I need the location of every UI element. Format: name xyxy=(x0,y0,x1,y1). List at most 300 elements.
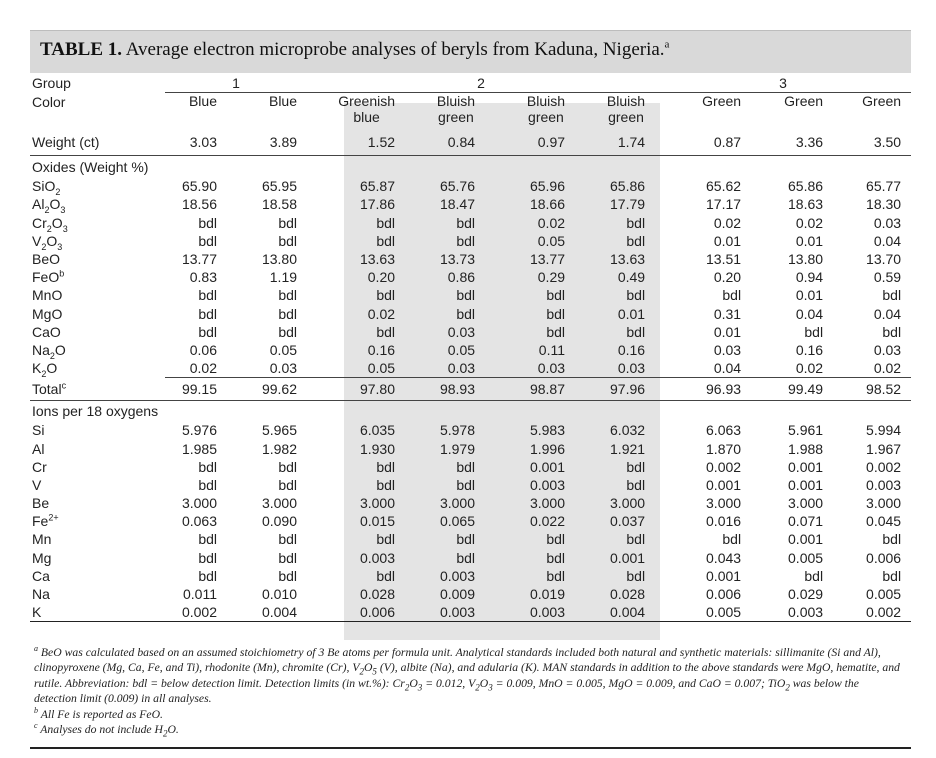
oxide-base: Al xyxy=(32,196,45,213)
oxide-base: MnO xyxy=(32,287,63,304)
color-cell xyxy=(655,93,751,130)
group-label: Group xyxy=(32,75,71,92)
footnote-c-text-2: O. xyxy=(167,723,179,737)
ion-value: 3.000 xyxy=(866,495,902,512)
ion-value: 0.001 xyxy=(788,476,824,493)
total-footnote-mark: c xyxy=(61,380,67,391)
ion-row xyxy=(30,512,911,530)
ion-label xyxy=(30,567,165,585)
total-number: 99.15 xyxy=(181,381,217,398)
ion-value: bdl xyxy=(376,531,396,548)
color-line-1: Blue xyxy=(188,93,217,110)
ion-value: 6.035 xyxy=(359,422,396,439)
ion-row xyxy=(30,458,911,476)
oxide-row xyxy=(30,268,911,286)
oxide-base: V xyxy=(32,232,42,249)
color-line-2: green xyxy=(608,109,644,126)
total-number: 99.62 xyxy=(261,381,298,398)
oxide-value: bdl xyxy=(546,305,566,322)
ion-value: 5.983 xyxy=(529,422,566,439)
oxide-value: 0.04 xyxy=(795,305,824,322)
oxide-value: 0.06 xyxy=(189,341,217,358)
ion-value: 0.003 xyxy=(485,603,575,622)
ion-label xyxy=(30,494,165,512)
ion-value: 0.004 xyxy=(227,603,307,622)
ion-base: Be xyxy=(32,495,50,512)
oxide-sub: 2 xyxy=(44,205,50,216)
total-value xyxy=(575,378,655,401)
weight-cell: 1.74 xyxy=(617,134,646,151)
weight-cell: 3.03 xyxy=(189,134,217,151)
oxide-value: 17.79 xyxy=(610,196,646,213)
total-label xyxy=(30,378,165,401)
oxide-value: 0.04 xyxy=(713,360,742,377)
table-title-bar xyxy=(30,30,911,73)
ion-value: bdl xyxy=(456,531,476,548)
ion-value: bdl xyxy=(882,531,902,548)
ion-row xyxy=(30,530,911,548)
ion-value: bdl xyxy=(376,476,396,493)
oxide-label xyxy=(30,359,165,378)
oxide-value: 0.03 xyxy=(537,360,566,377)
ion-label xyxy=(30,458,165,476)
color-cell xyxy=(165,93,227,130)
group-1: 1 xyxy=(232,75,240,92)
oxide-label xyxy=(30,286,165,304)
weight-cell: 3.36 xyxy=(795,134,824,151)
color-line-1: Greenish xyxy=(338,93,396,110)
color-line-2: green xyxy=(528,109,564,126)
color-label: Color xyxy=(32,93,66,110)
oxide-label xyxy=(30,214,165,232)
oxide-base: MgO xyxy=(32,305,63,322)
oxide-value: 0.01 xyxy=(713,232,742,249)
ion-value: bdl xyxy=(278,531,298,548)
ion-base: Fe xyxy=(32,513,49,530)
ion-value: 0.001 xyxy=(610,549,646,566)
table-title xyxy=(40,39,669,61)
ion-value: bdl xyxy=(376,567,396,584)
ion-value: 0.016 xyxy=(706,513,742,530)
oxide-value: 0.03 xyxy=(873,214,902,231)
ion-base: Mg xyxy=(32,549,52,566)
total-number: 96.93 xyxy=(706,381,742,398)
oxide-value: 0.03 xyxy=(873,341,902,358)
ion-value: bdl xyxy=(882,567,902,584)
ion-value: bdl xyxy=(626,531,646,548)
oxide-value: bdl xyxy=(198,287,217,304)
ion-value: 3.000 xyxy=(706,495,742,512)
ion-value: 0.001 xyxy=(788,458,824,475)
oxide-value: bdl xyxy=(456,287,476,304)
oxide-value: 18.30 xyxy=(866,196,902,213)
color-cell xyxy=(751,93,833,130)
footnote-b-text: All Fe is reported as FeO. xyxy=(38,707,163,721)
ion-value: 0.015 xyxy=(359,513,396,530)
ion-value: 3.000 xyxy=(788,495,824,512)
footnote-a-text-3: (V), albite (Na), and adularia (K). MAN standards in addition to the above standards were MgO, hematite, and rutile. Abbreviation: bdl = below detection limit. Detection limits (in wt.%): Cr xyxy=(34,661,900,690)
footnote-a-text-6: O xyxy=(479,676,489,690)
ion-value: bdl xyxy=(278,476,298,493)
color-line-1: Green xyxy=(702,93,742,110)
oxide-value: 0.16 xyxy=(795,341,824,358)
total-value xyxy=(655,378,751,401)
oxide-value: 0.31 xyxy=(713,305,742,322)
oxide-value: 65.95 xyxy=(261,178,298,195)
oxide-value: 65.87 xyxy=(359,178,396,195)
total-value xyxy=(405,378,485,401)
oxide-value: bdl xyxy=(198,305,217,322)
ion-value: 0.003 xyxy=(529,476,566,493)
oxide-value: 0.02 xyxy=(795,214,824,231)
oxide-value: bdl xyxy=(626,287,646,304)
ion-value: bdl xyxy=(626,567,646,584)
ion-value: 0.065 xyxy=(439,513,476,530)
oxide-rest: O xyxy=(54,341,66,358)
ion-value: bdl xyxy=(198,549,217,566)
weight-cell: 3.50 xyxy=(873,134,902,151)
color-line-1: Green xyxy=(784,93,824,110)
ion-value: bdl xyxy=(546,531,566,548)
ion-label xyxy=(30,585,165,603)
ion-value: bdl xyxy=(198,567,217,584)
oxide-label xyxy=(30,268,165,286)
oxide-value: 0.05 xyxy=(367,360,396,377)
ion-base: Al xyxy=(32,440,45,457)
ion-row xyxy=(30,421,911,439)
oxide-value: 18.56 xyxy=(181,196,217,213)
oxide-value: bdl xyxy=(882,287,902,304)
oxide-value: bdl xyxy=(198,232,217,249)
oxide-value: 13.77 xyxy=(529,251,566,268)
ion-value: 0.003 xyxy=(751,603,833,622)
ion-charge: 2+ xyxy=(48,512,59,523)
oxide-value: 13.63 xyxy=(359,251,396,268)
oxide-row xyxy=(30,195,911,213)
oxide-value: bdl xyxy=(278,323,298,340)
oxide-value: bdl xyxy=(376,287,396,304)
ion-value: 5.978 xyxy=(439,422,476,439)
table-label: TABLE 1. xyxy=(40,39,123,60)
ion-value: 5.965 xyxy=(261,422,298,439)
oxide-value: 0.02 xyxy=(795,360,824,377)
ion-value: 0.001 xyxy=(706,476,742,493)
oxide-value: 65.77 xyxy=(866,178,902,195)
oxide-value: 0.02 xyxy=(873,360,902,377)
oxide-sub: 2 xyxy=(55,187,61,198)
oxide-value: 0.11 xyxy=(538,341,566,358)
oxide-value: 13.73 xyxy=(439,251,476,268)
ion-value: 0.003 xyxy=(439,567,476,584)
bottom-rule xyxy=(30,747,911,749)
ion-row xyxy=(30,476,911,494)
ion-row xyxy=(30,494,911,512)
ion-value: 0.022 xyxy=(529,513,566,530)
ion-value: 1.982 xyxy=(261,440,298,457)
oxide-row xyxy=(30,305,911,323)
oxide-value: 18.66 xyxy=(529,196,566,213)
footnote-b xyxy=(34,707,904,722)
oxide-value: bdl xyxy=(278,305,298,322)
ion-value: 1.985 xyxy=(181,440,217,457)
ion-value: bdl xyxy=(722,531,742,548)
ion-base: Mn xyxy=(32,531,52,548)
color-line-1: Green xyxy=(862,93,902,110)
footnote-a-text-2: O xyxy=(363,661,373,675)
ion-value: 0.019 xyxy=(529,586,566,603)
ion-base: Cr xyxy=(32,458,47,475)
footnote-c-text-1: Analyses do not include H xyxy=(37,723,163,737)
oxide-row xyxy=(30,250,911,268)
oxide-value: 0.94 xyxy=(795,269,824,286)
ion-value: 1.996 xyxy=(529,440,566,457)
ion-row xyxy=(30,549,911,567)
footnote-a-text-1: BeO was calculated based on an assumed stoichiometry of 3 Be atoms per formula unit. Analytical standards included both natural and synthetic materials: sillimanite (Si and Al), clinopyroxene (Mg, Ca, Fe, and Ti), rhodonite (Mn), chromite (Cr), V xyxy=(34,646,881,675)
footnote-c-mark: c xyxy=(34,721,38,731)
ion-label xyxy=(30,549,165,567)
ion-value: 0.006 xyxy=(866,549,902,566)
ion-base: K xyxy=(32,604,42,621)
oxide-value: 1.19 xyxy=(269,269,298,286)
oxide-value: bdl xyxy=(278,232,298,249)
ion-value: bdl xyxy=(456,476,476,493)
oxide-value: 0.03 xyxy=(617,360,646,377)
color-line-1: Blue xyxy=(268,93,298,110)
color-cell xyxy=(227,93,307,130)
oxide-value: 0.03 xyxy=(713,341,742,358)
total-text: Total xyxy=(32,381,62,397)
oxide-value: 0.16 xyxy=(617,341,646,358)
total-value xyxy=(165,378,227,401)
weight-cell: 0.84 xyxy=(447,134,476,151)
footnote-a-text-4: O xyxy=(409,676,418,690)
color-cell xyxy=(575,93,655,130)
ion-base: Ca xyxy=(32,567,50,584)
ion-value: 0.006 xyxy=(307,603,405,622)
ion-label xyxy=(30,530,165,548)
ion-value: bdl xyxy=(804,567,824,584)
ion-row xyxy=(30,567,911,585)
oxide-label xyxy=(30,323,165,341)
total-number: 98.52 xyxy=(866,381,902,398)
weight-cell: 0.97 xyxy=(537,134,566,151)
oxide-label xyxy=(30,250,165,268)
ion-value: bdl xyxy=(278,567,298,584)
footnote-a-text-5: = 0.012, V xyxy=(422,676,476,690)
ion-value: 3.000 xyxy=(439,495,476,512)
ion-value: bdl xyxy=(546,549,566,566)
group-3: 3 xyxy=(779,75,787,92)
oxide-value: 0.05 xyxy=(269,341,298,358)
ion-value: 5.976 xyxy=(181,422,217,439)
total-number: 98.87 xyxy=(529,381,566,398)
ion-value: bdl xyxy=(278,549,298,566)
ion-value: 1.930 xyxy=(359,440,396,457)
total-row xyxy=(30,378,911,401)
oxide-value: 17.86 xyxy=(359,196,396,213)
oxide-base: FeO xyxy=(32,269,60,286)
ion-value: 0.001 xyxy=(706,567,742,584)
ion-value: 1.979 xyxy=(439,440,476,457)
oxide-value: 0.49 xyxy=(617,269,646,286)
ion-value: 0.005 xyxy=(866,586,902,603)
oxide-value: 13.63 xyxy=(610,251,646,268)
oxide-value: bdl xyxy=(626,232,646,249)
oxide-value: 0.02 xyxy=(537,214,566,231)
data-table xyxy=(30,74,911,622)
oxide-rest: O xyxy=(46,360,58,377)
oxide-value: 13.70 xyxy=(866,251,902,268)
ion-value: 0.002 xyxy=(706,458,742,475)
oxides-heading-row xyxy=(30,156,911,178)
footnote-a-text-8: was below the detection limit (0.009) in all analyses. xyxy=(34,676,859,706)
oxide-value: 0.03 xyxy=(447,323,476,340)
color-line-1: Bluish xyxy=(526,93,566,110)
oxide-base: SiO xyxy=(32,178,56,195)
title-footnote-mark: a xyxy=(664,38,670,51)
oxide-row xyxy=(30,214,911,232)
total-number: 97.80 xyxy=(359,381,396,398)
ion-row xyxy=(30,603,911,622)
footnote-b-mark: b xyxy=(34,705,38,715)
oxide-value: 13.80 xyxy=(261,251,298,268)
oxide-value: 13.51 xyxy=(706,251,742,268)
oxide-base: Na xyxy=(32,341,50,358)
ion-value: 0.028 xyxy=(610,586,646,603)
ion-value: 0.003 xyxy=(359,549,396,566)
ion-value: 0.009 xyxy=(439,586,476,603)
oxide-value: bdl xyxy=(722,287,742,304)
weight-cell: 0.87 xyxy=(713,134,742,151)
ion-value: bdl xyxy=(456,549,476,566)
color-line-1: Bluish xyxy=(606,93,646,110)
total-number: 98.93 xyxy=(439,381,476,398)
oxide-value: bdl xyxy=(456,214,476,231)
ion-value: 3.000 xyxy=(359,495,396,512)
oxide-value: bdl xyxy=(456,232,476,249)
total-value xyxy=(751,378,833,401)
oxide-value: 0.03 xyxy=(269,360,298,377)
weight-cell: 1.52 xyxy=(367,134,396,151)
ion-value: bdl xyxy=(546,567,566,584)
oxide-value: 13.80 xyxy=(788,251,824,268)
oxides-heading: Oxides (Weight %) xyxy=(30,156,911,178)
ion-base: V xyxy=(32,476,42,493)
ion-value: 5.994 xyxy=(866,422,902,439)
oxide-value: 0.16 xyxy=(367,341,396,358)
ion-value: 0.010 xyxy=(261,586,298,603)
oxide-value: 0.83 xyxy=(189,269,217,286)
oxide-value: 65.86 xyxy=(610,178,646,195)
ion-value: bdl xyxy=(626,476,646,493)
ion-value: 0.043 xyxy=(706,549,742,566)
oxide-value: 0.05 xyxy=(537,232,566,249)
oxide-value: 13.77 xyxy=(181,251,217,268)
oxide-value: 65.96 xyxy=(529,178,566,195)
oxide-row xyxy=(30,286,911,304)
oxide-value: 0.02 xyxy=(713,214,742,231)
ion-value: 0.002 xyxy=(866,458,902,475)
oxide-value: bdl xyxy=(376,232,396,249)
oxide-base: CaO xyxy=(32,323,61,340)
ion-value: bdl xyxy=(456,458,476,475)
oxide-label xyxy=(30,305,165,323)
oxide-value: 65.76 xyxy=(439,178,476,195)
oxide-value: 0.05 xyxy=(447,341,476,358)
oxide-label xyxy=(30,341,165,359)
ion-row xyxy=(30,585,911,603)
oxide-value: bdl xyxy=(626,323,646,340)
ion-value: 0.002 xyxy=(833,603,911,622)
oxide-value: bdl xyxy=(456,305,476,322)
ion-label xyxy=(30,476,165,494)
oxide-value: bdl xyxy=(278,214,298,231)
oxide-sub: 2 xyxy=(49,350,55,361)
group-row xyxy=(30,74,911,93)
ion-label xyxy=(30,512,165,530)
total-number: 97.96 xyxy=(610,381,646,398)
footnote-a-text-7: = 0.009, MnO = 0.005, MgO = 0.009, and CaO = 0.007; TiO xyxy=(492,676,786,690)
oxide-sub: 2 xyxy=(41,241,47,252)
ion-value: bdl xyxy=(198,458,217,475)
oxide-row xyxy=(30,359,911,378)
ion-value: bdl xyxy=(198,531,217,548)
ion-value: 1.921 xyxy=(610,440,646,457)
oxide-base: Cr xyxy=(32,214,47,231)
oxide-footnote-mark: b xyxy=(59,268,65,279)
total-value xyxy=(833,378,911,401)
ion-base: Si xyxy=(32,422,45,439)
ion-value: 0.071 xyxy=(788,513,824,530)
oxide-value: 0.01 xyxy=(795,287,824,304)
oxide-value: bdl xyxy=(546,287,566,304)
ion-value: 0.003 xyxy=(405,603,485,622)
ion-value: 3.000 xyxy=(529,495,566,512)
oxide-base: BeO xyxy=(32,251,61,268)
ion-label xyxy=(30,439,165,457)
color-cell xyxy=(405,93,485,130)
oxide-label xyxy=(30,232,165,250)
ion-label xyxy=(30,421,165,439)
ion-value: 6.032 xyxy=(610,422,646,439)
ion-value: bdl xyxy=(198,476,217,493)
oxide-row xyxy=(30,232,911,250)
oxide-value: bdl xyxy=(882,323,902,340)
oxide-value: 0.02 xyxy=(367,305,396,322)
oxide-rest: $O_3$ xyxy=(49,196,66,216)
ion-value: 6.063 xyxy=(706,422,742,439)
oxide-value: 0.01 xyxy=(617,305,646,322)
ion-value: 1.870 xyxy=(706,440,742,457)
ion-value: 3.000 xyxy=(610,495,646,512)
oxide-label xyxy=(30,177,165,198)
oxide-rest: $O_3$ xyxy=(46,232,63,252)
oxide-label xyxy=(30,195,165,216)
oxide-value: bdl xyxy=(198,214,217,231)
ion-value: 0.005 xyxy=(788,549,824,566)
oxide-value: bdl xyxy=(278,287,298,304)
ion-value: 0.028 xyxy=(359,586,396,603)
ion-value: bdl xyxy=(278,458,298,475)
ion-row xyxy=(30,439,911,457)
oxide-value: bdl xyxy=(626,214,646,231)
ion-value: 1.988 xyxy=(788,440,824,457)
ion-value: 0.006 xyxy=(706,586,742,603)
footnote-a-mark: a xyxy=(34,644,38,654)
ions-heading-row xyxy=(30,401,911,422)
ion-value: 0.029 xyxy=(788,586,824,603)
ion-value: 0.001 xyxy=(529,458,566,475)
